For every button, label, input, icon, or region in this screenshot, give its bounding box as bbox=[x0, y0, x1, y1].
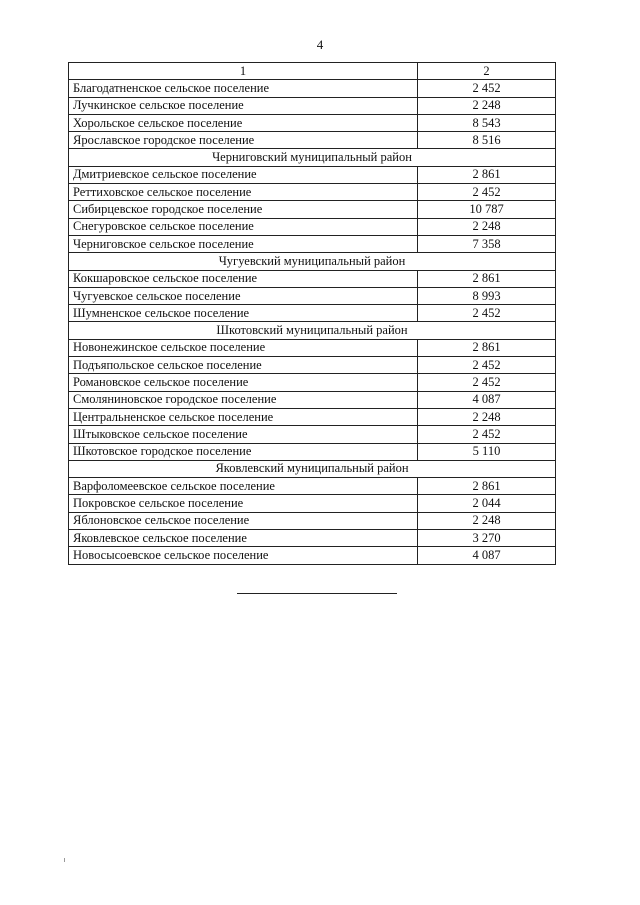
settlement-value: 8 993 bbox=[418, 287, 556, 304]
settlement-name: Черниговское сельское поселение bbox=[69, 235, 418, 252]
district-group-row bbox=[69, 253, 556, 270]
settlement-name: Реттиховское сельское поселение bbox=[69, 184, 418, 201]
table-row bbox=[69, 357, 556, 374]
table-row bbox=[69, 184, 556, 201]
settlement-name: Романовское сельское поселение bbox=[69, 374, 418, 391]
settlement-value: 8 516 bbox=[418, 132, 556, 149]
settlement-name: Лучкинское сельское поселение bbox=[69, 97, 418, 114]
table-row bbox=[69, 114, 556, 131]
settlement-value: 2 248 bbox=[418, 218, 556, 235]
district-group-row bbox=[69, 460, 556, 477]
settlement-name: Дмитриевское сельское поселение bbox=[69, 166, 418, 183]
table-row bbox=[69, 478, 556, 495]
table-row bbox=[69, 339, 556, 356]
settlement-value: 2 452 bbox=[418, 184, 556, 201]
table-header-row bbox=[69, 63, 556, 80]
district-group-row bbox=[69, 149, 556, 166]
settlement-name: Чугуевское сельское поселение bbox=[69, 287, 418, 304]
settlement-name: Благодатненское сельское поселение bbox=[69, 80, 418, 97]
settlement-value: 2 248 bbox=[418, 512, 556, 529]
settlement-value: 2 861 bbox=[418, 166, 556, 183]
district-name: Шкотовский муниципальный район bbox=[69, 322, 556, 339]
column-header-1: 1 bbox=[69, 63, 418, 80]
settlement-value: 3 270 bbox=[418, 530, 556, 547]
table-row bbox=[69, 270, 556, 287]
settlement-value: 2 452 bbox=[418, 357, 556, 374]
settlement-name: Снегуровское сельское поселение bbox=[69, 218, 418, 235]
table-row bbox=[69, 426, 556, 443]
settlement-name: Новосысоевское сельское поселение bbox=[69, 547, 418, 564]
settlement-name: Варфоломеевское сельское поселение bbox=[69, 478, 418, 495]
scan-mark bbox=[64, 858, 65, 862]
table-row bbox=[69, 495, 556, 512]
settlement-name: Сибирцевское городское поселение bbox=[69, 201, 418, 218]
settlement-value: 2 861 bbox=[418, 478, 556, 495]
settlement-value: 8 543 bbox=[418, 114, 556, 131]
settlement-value: 2 248 bbox=[418, 408, 556, 425]
end-of-table-rule bbox=[237, 593, 397, 594]
settlement-value: 5 110 bbox=[418, 443, 556, 460]
district-group-row bbox=[69, 322, 556, 339]
settlement-name: Смоляниновское городское поселение bbox=[69, 391, 418, 408]
settlement-name: Шкотовское городское поселение bbox=[69, 443, 418, 460]
table-row bbox=[69, 443, 556, 460]
district-name: Черниговский муниципальный район bbox=[69, 149, 556, 166]
table-row bbox=[69, 512, 556, 529]
table-body bbox=[69, 63, 556, 565]
table-row bbox=[69, 547, 556, 564]
settlement-value: 2 452 bbox=[418, 80, 556, 97]
table-row bbox=[69, 80, 556, 97]
settlement-name: Кокшаровское сельское поселение bbox=[69, 270, 418, 287]
settlement-value: 2 248 bbox=[418, 97, 556, 114]
settlements-table bbox=[68, 62, 556, 565]
settlement-value: 2 452 bbox=[418, 374, 556, 391]
settlement-value: 7 358 bbox=[418, 235, 556, 252]
column-header-2: 2 bbox=[418, 63, 556, 80]
table-row bbox=[69, 408, 556, 425]
table-row bbox=[69, 530, 556, 547]
settlement-value: 2 452 bbox=[418, 305, 556, 322]
table-row bbox=[69, 201, 556, 218]
district-name: Яковлевский муниципальный район bbox=[69, 460, 556, 477]
table-row bbox=[69, 97, 556, 114]
settlement-value: 2 861 bbox=[418, 270, 556, 287]
settlement-value: 2 452 bbox=[418, 426, 556, 443]
settlement-name: Покровское сельское поселение bbox=[69, 495, 418, 512]
settlement-value: 4 087 bbox=[418, 547, 556, 564]
settlement-value: 2 044 bbox=[418, 495, 556, 512]
settlement-value: 2 861 bbox=[418, 339, 556, 356]
settlement-name: Ярославское городское поселение bbox=[69, 132, 418, 149]
table-row bbox=[69, 374, 556, 391]
district-name: Чугуевский муниципальный район bbox=[69, 253, 556, 270]
table-row bbox=[69, 287, 556, 304]
settlement-name: Новонежинское сельское поселение bbox=[69, 339, 418, 356]
page-number: 4 bbox=[316, 37, 324, 52]
settlement-name: Хорольское сельское поселение bbox=[69, 114, 418, 131]
table-row bbox=[69, 132, 556, 149]
settlement-name: Яблоновское сельское поселение bbox=[69, 512, 418, 529]
table-row bbox=[69, 305, 556, 322]
settlement-value: 10 787 bbox=[418, 201, 556, 218]
settlement-value: 4 087 bbox=[418, 391, 556, 408]
settlement-name: Шумненское сельское поселение bbox=[69, 305, 418, 322]
table-row bbox=[69, 235, 556, 252]
settlement-name: Штыковское сельское поселение bbox=[69, 426, 418, 443]
settlement-name: Подъяпольское сельское поселение bbox=[69, 357, 418, 374]
settlement-name: Яковлевское сельское поселение bbox=[69, 530, 418, 547]
table-row bbox=[69, 391, 556, 408]
table-row bbox=[69, 166, 556, 183]
table-row bbox=[69, 218, 556, 235]
settlement-name: Центральненское сельское поселение bbox=[69, 408, 418, 425]
